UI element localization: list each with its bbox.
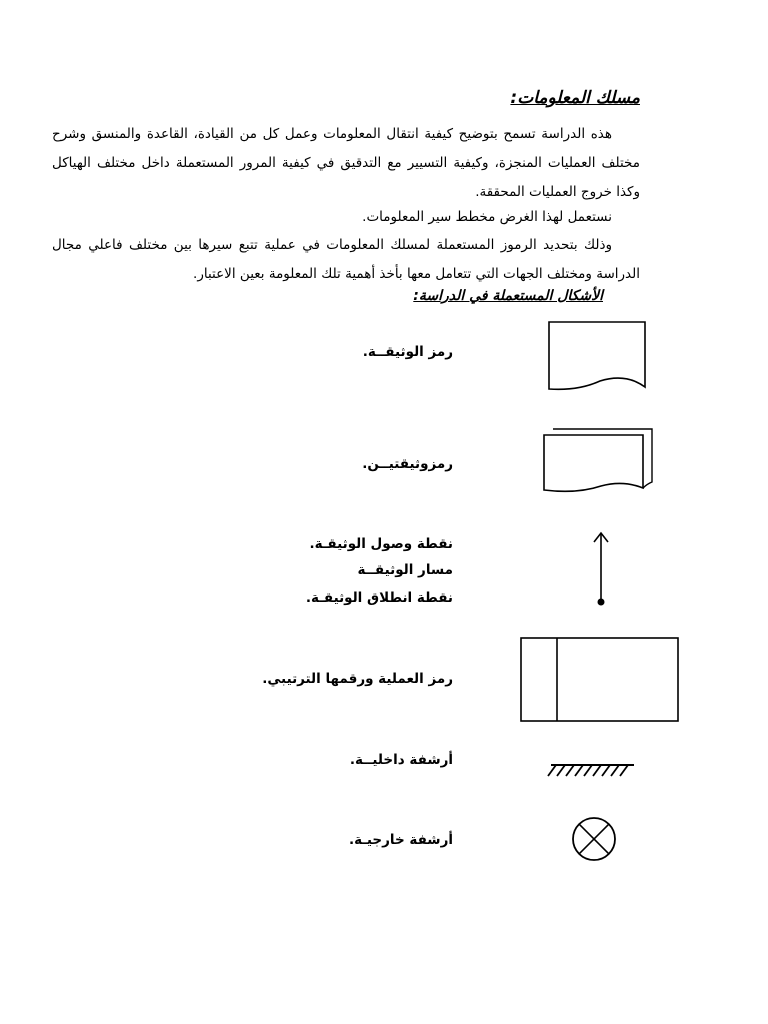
departure-point-label: نقطة انطلاق الوثيقـة. xyxy=(305,590,453,606)
external-archive-label: أرشفة خارجيـة. xyxy=(348,832,453,848)
symbols-paragraph: وذلك بتحديد الرموز المستعملة لمسلك المعلومات في عملية تتبع سيرها بين مختلف فاعلي مجال الدراسة ومختلف الجهات التي تتعامل معها بأخذ أهمية تلك المعلومة بعين الاعتبار. xyxy=(52,237,640,282)
document-symbol-label: رمز الوثيقــة. xyxy=(362,344,453,360)
shapes-heading: الأشكال المستعملة في الدراسة: xyxy=(413,288,603,304)
two-documents-label: رمزوثيقتيــن. xyxy=(362,456,453,472)
external-archive-icon xyxy=(570,816,618,862)
document-path-label: مسار الوثيقــة xyxy=(357,562,453,578)
arrival-point-label: نقطة وصول الوثيقـة. xyxy=(309,536,453,552)
internal-archive-icon xyxy=(545,762,637,778)
two-documents-icon xyxy=(543,428,655,498)
document-path-arrow-icon xyxy=(590,530,612,608)
intro-paragraph: هذه الدراسة تسمح بتوضيح كيفية انتقال المعلومات وعمل كل من القيادة، القاعدة والمنسق وشرح مختلف العمليات المنجزة، وكيفية التسيير مع التدقيق في كيفية المرور المستعملة داخل مختلف الهياكل وكذا خروج العمليات المحققة. xyxy=(52,126,640,200)
purpose-paragraph: نستعمل لهذا الغرض مخطط سير المعلومات. xyxy=(362,209,612,225)
process-symbol-icon xyxy=(520,637,680,723)
page-title: مسلك المعلومات: xyxy=(510,88,640,108)
internal-archive-label: أرشفة داخليــة. xyxy=(349,752,453,768)
document-symbol-icon xyxy=(548,321,648,396)
process-symbol-label: رمز العملية ورقمها الترتيبي. xyxy=(262,671,453,687)
